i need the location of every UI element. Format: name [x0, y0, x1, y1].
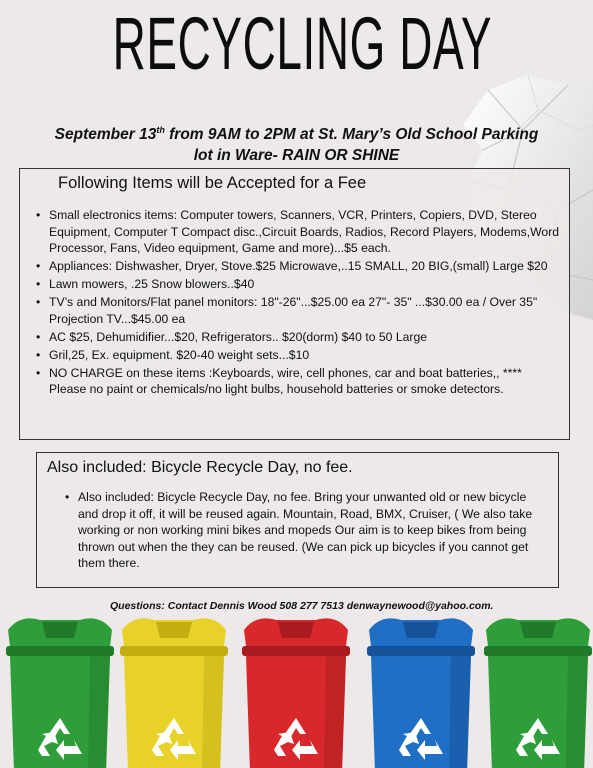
list-item: • Gril,25, Ex. equipment. $20-40 weight sets...$10	[34, 347, 562, 364]
date-suffix: th	[156, 125, 165, 135]
list-item: • Small electronics items: Computer towers, Scanners, VCR, Printers, Copiers, DVD, Stereo Equipment, Computer T Compact disc.,Circuit Boards, Radios, Record Players, Modems,Word Processor, Fans, Video equipment, Game and more)...$5 each.	[34, 207, 562, 257]
recycling-bin	[484, 618, 592, 768]
bicycle-heading: Also included: Bicycle Recycle Day, no fee.	[47, 459, 353, 476]
fee-items-box	[19, 168, 570, 440]
list-item: • TV’s and Monitors/Flat panel monitors: 18"-26"...$25.00 ea 27"- 35" ...$30.00 ea / Over 35" Projection TV...$45.00 ea	[34, 294, 562, 327]
event-location-line2: lot in Ware- RAIN OR SHINE	[193, 147, 400, 165]
list-item: • NO CHARGE on these items :Keyboards, wire, cell phones, car and boat batteries,, **** Please no paint or chemicals/no light bulbs, household batteries or smoke detectors.	[34, 365, 562, 398]
recycling-bins-row	[0, 612, 593, 768]
recycling-bin	[6, 618, 114, 768]
event-date-prefix: September 13	[54, 126, 157, 144]
bicycle-list	[63, 489, 543, 573]
event-details	[40, 120, 553, 166]
list-item: • Also included: Bicycle Recycle Day, no fee. Bring your unwanted old or new bicycle and drop it off, it will be reused again. Mountain, Road, BMX, Cruiser, ( We also take working or non working mini bikes and mopeds Our aim is to keep bikes from being thrown out when the they can be reused. (We can pick up bicycles if you cannot get them there.	[63, 489, 543, 572]
fee-items-heading: Following Items will be Accepted for a Fee	[58, 174, 367, 192]
event-time-location: from 9AM to 2PM at St. Mary’s Old School Parking	[164, 126, 539, 144]
bicycle-box	[36, 452, 559, 588]
list-item: • Appliances: Dishwasher, Dryer, Stove.$25 Microwave,..15 SMALL, 20 BIG,(small) Large $20	[34, 258, 562, 275]
recycling-bin	[120, 618, 228, 768]
list-item: • AC $25, Dehumidifier...$20, Refrigerators.. $20(dorm) $40 to 50 Large	[34, 329, 562, 346]
recycling-bin	[242, 618, 350, 768]
list-item: • Lawn mowers, .25 Snow blowers..$40	[34, 276, 562, 293]
fee-items-list	[34, 207, 562, 399]
recycling-bin	[367, 618, 475, 768]
contact-info: Questions: Contact Dennis Wood 508 277 7513 denwaynewood@yahoo.com.	[110, 600, 494, 612]
page-title: RECYCLING DAY	[112, 2, 493, 85]
